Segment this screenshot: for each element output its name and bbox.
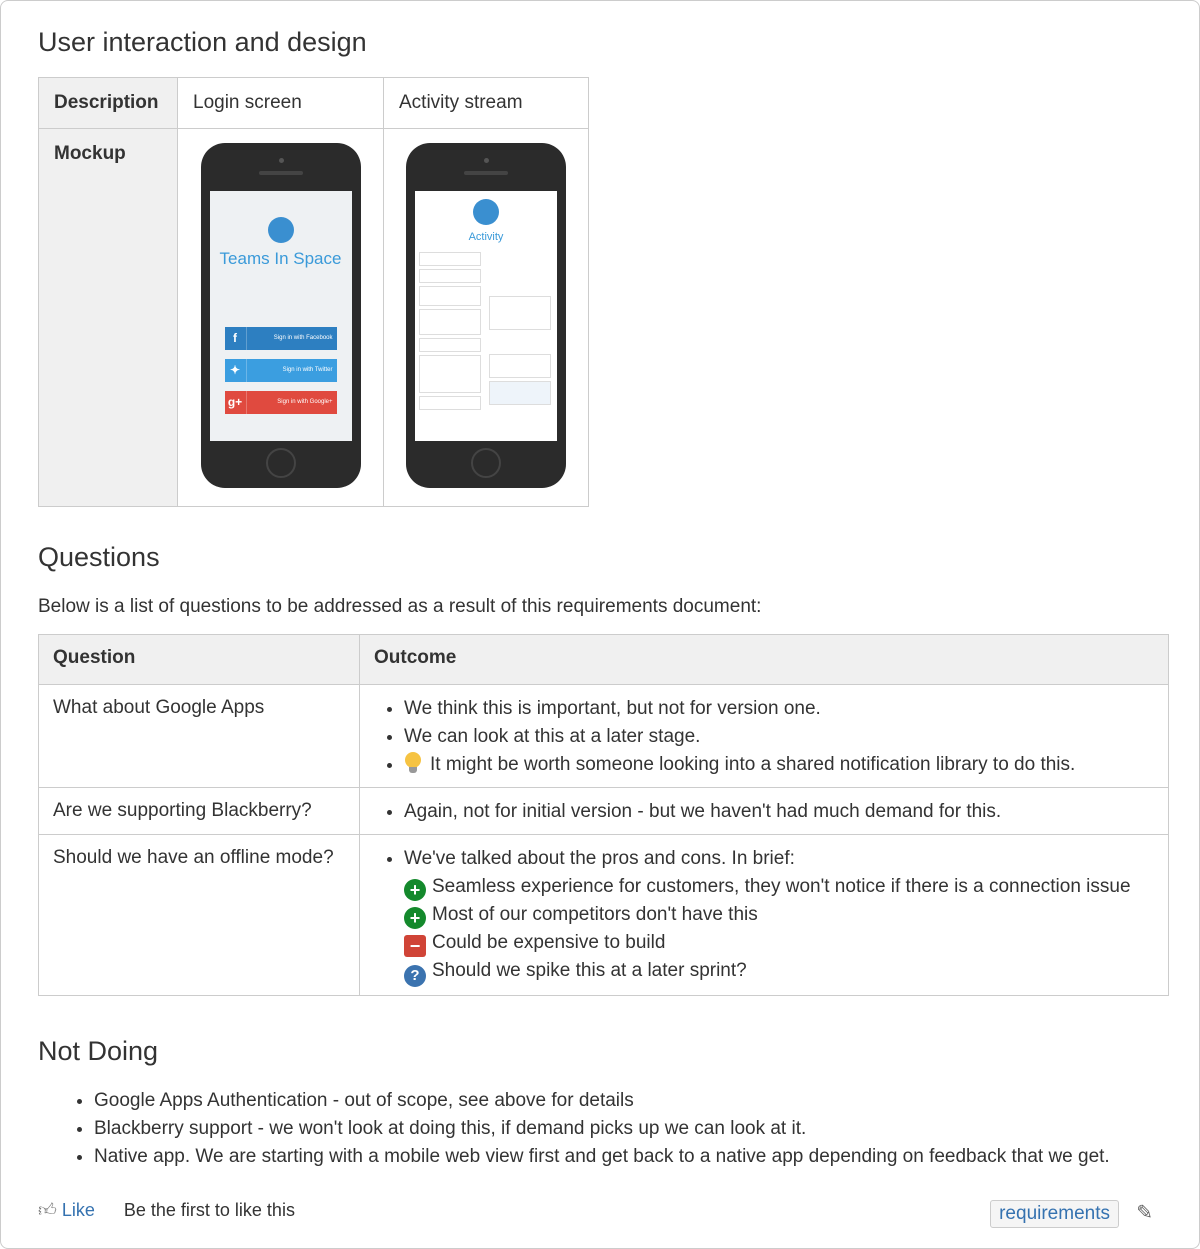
list-item: • Google Apps Authentication - out of scope, see above for details bbox=[94, 1087, 1110, 1115]
lightbulb-icon bbox=[404, 752, 422, 774]
facebook-icon: f bbox=[225, 327, 247, 350]
thumbs-up-icon[interactable]: 👍︎ bbox=[38, 1200, 57, 1220]
row-header-mockup: Mockup bbox=[39, 129, 178, 507]
column-login: Login screen bbox=[178, 78, 384, 129]
google-signin-button bbox=[225, 391, 337, 414]
pro-item: + Seamless experience for customers, they won't notice if there is a connection issue bbox=[404, 873, 1154, 901]
twitter-signin-button bbox=[225, 359, 337, 382]
facebook-signin-button bbox=[225, 327, 337, 350]
table-row bbox=[39, 788, 1169, 835]
question-cell: Are we supporting Blackberry? bbox=[39, 788, 360, 835]
question-cell: What about Google Apps bbox=[39, 685, 360, 788]
list-item: • Native app. We are starting with a mobile web view first and get back to a native app depending on feedback that we get. bbox=[94, 1143, 1110, 1171]
label-requirements[interactable]: requirements bbox=[990, 1200, 1119, 1228]
not-doing-list bbox=[57, 1087, 1110, 1171]
outcome-item: • It might be worth someone looking into a shared notification library to do this. bbox=[404, 751, 1154, 779]
outcome-item: • We think this is important, but not for version one. bbox=[404, 695, 1154, 723]
plus-icon: + bbox=[404, 879, 426, 901]
section-title-ux: User interaction and design bbox=[38, 27, 367, 57]
phone-frame bbox=[201, 143, 361, 488]
outcome-item: • We can look at this at a later stage. bbox=[404, 723, 1154, 751]
questions-intro: Below is a list of questions to be addressed as a result of this requirements document: bbox=[38, 596, 762, 617]
table-row bbox=[39, 835, 1169, 996]
header-outcome: Outcome bbox=[360, 635, 1169, 685]
list-item: • Blackberry support - we won't look at doing this, if demand picks up we can look at it. bbox=[94, 1115, 1110, 1143]
activity-feed bbox=[415, 249, 557, 413]
column-activity: Activity stream bbox=[384, 78, 589, 129]
brand-name: Teams In Space bbox=[219, 249, 342, 268]
question-icon: ? bbox=[404, 965, 426, 987]
table-row bbox=[39, 685, 1169, 788]
like-button[interactable]: Like bbox=[61, 1200, 95, 1220]
google-signin-label: Sign in with Google+ bbox=[277, 399, 333, 405]
edit-labels-pencil-icon[interactable]: ✎ bbox=[1136, 1202, 1153, 1224]
home-button bbox=[471, 448, 501, 478]
activity-title: Activity bbox=[468, 231, 504, 243]
design-table bbox=[38, 77, 589, 507]
like-status: Be the first to like this bbox=[123, 1200, 295, 1220]
question-item: ? Should we spike this at a later sprint? bbox=[404, 957, 1154, 987]
section-title-not-doing: Not Doing bbox=[38, 1036, 159, 1066]
row-header-description: Description bbox=[39, 78, 178, 129]
google-plus-icon: g+ bbox=[225, 391, 247, 414]
login-mockup bbox=[178, 129, 384, 507]
twitter-signin-label: Sign in with Twitter bbox=[282, 367, 333, 373]
twitter-icon: ✦ bbox=[225, 359, 247, 382]
header-question: Question bbox=[39, 635, 360, 685]
minus-icon: − bbox=[404, 935, 426, 957]
footer bbox=[38, 1199, 938, 1221]
rocket-logo-icon bbox=[473, 199, 499, 225]
section-title-questions: Questions bbox=[38, 542, 160, 572]
activity-mockup bbox=[384, 129, 589, 507]
outcome-item: • We've talked about the pros and cons. In brief: + Seamless experience for customers, they won't notice if there is a connection issue + Most of our competitors don't have this − Could be expensive to build ? Should we spike this at a later sprint? bbox=[404, 845, 1154, 987]
question-cell: Should we have an offline mode? bbox=[39, 835, 360, 996]
rocket-logo-icon bbox=[268, 217, 294, 243]
pro-item: + Most of our competitors don't have this bbox=[404, 901, 1154, 929]
questions-table bbox=[38, 634, 1169, 996]
con-item: − Could be expensive to build bbox=[404, 929, 1154, 957]
home-button bbox=[266, 448, 296, 478]
phone-frame bbox=[406, 143, 566, 488]
plus-icon: + bbox=[404, 907, 426, 929]
outcome-item: • Again, not for initial version - but we haven't had much demand for this. bbox=[404, 798, 1154, 826]
facebook-signin-label: Sign in with Facebook bbox=[273, 335, 333, 341]
